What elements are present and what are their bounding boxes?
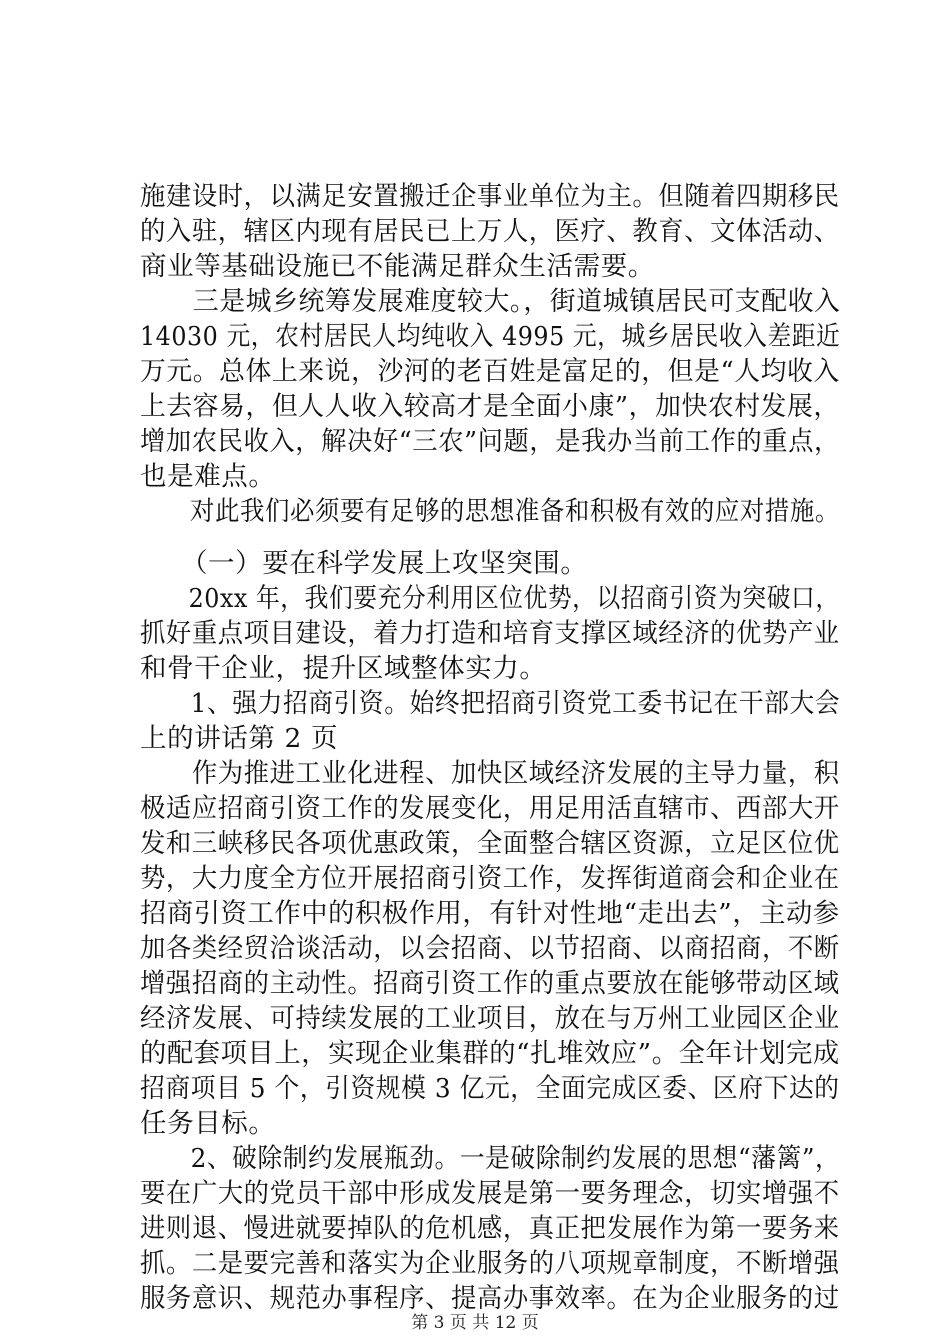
body-line: 任务目标。: [140, 1108, 276, 1139]
body-line: 1、强力招商引资。始终把招商引资党工委书记在干部大会: [140, 688, 841, 719]
body-line: 极适应招商引资工作的发展变化，用足用活直辖市、西部大开: [140, 793, 840, 824]
body-line: 招商项目 5 个，引资规模 3 亿元，全面完成区委、区府下达的: [140, 1073, 840, 1104]
body-line: 服务意识、规范办事程序、提高办事效率。在为企业服务的过: [140, 1283, 840, 1314]
body-line: 上的讲话第 2 页: [140, 723, 339, 754]
body-line: 14030 元，农村居民人均纯收入 4995 元，城乡居民收入差距近: [140, 321, 841, 352]
body-line: 对此我们必须要有足够的思想准备和积极有效的应对措施。: [140, 496, 840, 527]
body-line: 抓。二是要完善和落实为企业服务的八项规章制度，不断增强: [140, 1248, 840, 1279]
body-line: 经济发展、可持续发展的工业项目，放在与万州工业园区企业: [140, 1003, 840, 1034]
body-line: 进则退、慢进就要掉队的危机感，真正把发展作为第一要务来: [140, 1213, 840, 1244]
page-footer: 第 3 页 共 12 页: [411, 1313, 539, 1333]
body-line: 发和三峡移民各项优惠政策，全面整合辖区资源，立足区位优: [140, 828, 840, 859]
body-line: 和骨干企业，提升区域整体实力。: [140, 653, 547, 684]
body-line: 要在广大的党员干部中形成发展是第一要务理念，切实增强不: [140, 1178, 840, 1209]
body-line: 20xx 年，我们要充分利用区位优势，以招商引资为突破口，: [140, 583, 840, 614]
body-line: 也是难点。: [140, 461, 276, 492]
body-line: 上去容易，但人人收入较高才是全面小康”，加快农村发展，: [140, 391, 840, 422]
body-line: 势，大力度全方位开展招商引资工作，发挥街道商会和企业在: [140, 863, 840, 894]
body-line: 万元。总体上来说，沙河的老百姓是富足的，但是“人均收入: [140, 356, 840, 387]
body-line: 加各类经贸洽谈活动，以会招商、以节招商、以商招商，不断: [140, 933, 840, 964]
body-line: 商业等基础设施已不能满足群众生活需要。: [140, 251, 655, 282]
body-line: 增强招商的主动性。招商引资工作的重点要放在能够带动区域: [140, 968, 840, 999]
body-line: 施建设时，以满足安置搬迁企事业单位为主。但随着四期移民: [140, 181, 840, 212]
body-line: 2、破除制约发展瓶劲。一是破除制约发展的思想“藩篱”，: [140, 1143, 841, 1174]
body-line: 增加农民收入，解决好“三农”问题，是我办当前工作的重点，: [140, 426, 840, 457]
body-line: 的配套项目上，实现企业集群的“扎堆效应”。全年计划完成: [140, 1038, 840, 1069]
body-line: 的入驻，辖区内现有居民已上万人，医疗、教育、文体活动、: [140, 216, 840, 247]
body-line: 抓好重点项目建设，着力打造和培育支撑区域经济的优势产业: [140, 618, 840, 649]
body-line: 三是城乡统筹发展难度较大。，街道城镇居民可支配收入: [140, 286, 841, 317]
body-line: 招商引资工作中的积极作用，有针对性地“走出去”，主动参: [140, 898, 840, 929]
section-heading: （一）要在科学发展上攻坚突围。: [140, 548, 588, 579]
body-line: 作为推进工业化进程、加快区域经济发展的主导力量，积: [140, 758, 840, 789]
